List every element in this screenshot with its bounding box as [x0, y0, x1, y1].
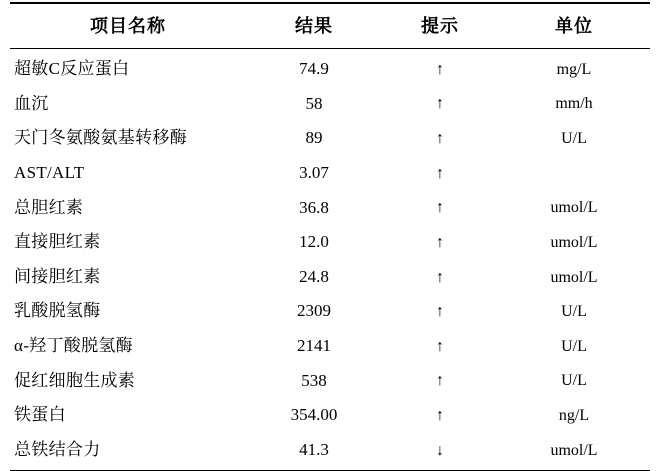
cell-test-value: 41.3	[299, 440, 329, 460]
cell-test-unit: mg/L	[556, 60, 592, 78]
lab-results-table	[10, 2, 650, 470]
cell-test-value: 36.8	[299, 197, 329, 217]
cell-test-value: 24.8	[299, 266, 329, 286]
cell-test-unit: U/L	[561, 130, 587, 147]
cell-test-unit: U/L	[561, 337, 587, 355]
table-header	[10, 3, 650, 49]
table-row	[10, 398, 650, 433]
cell-test-flag: ↑	[436, 372, 444, 390]
cell-test-flag: ↑	[436, 303, 444, 321]
table-header-row	[10, 3, 650, 49]
cell-test-flag: ↑	[436, 95, 444, 113]
column-header-unit: 单位	[498, 3, 650, 49]
cell-test-flag: ↑	[436, 407, 444, 425]
cell-test-value: 354.00	[290, 405, 338, 425]
cell-test-unit: U/L	[561, 303, 587, 321]
table-row	[10, 364, 650, 399]
lab-results-document	[0, 2, 660, 460]
table-body	[10, 49, 650, 470]
cell-test-name: 总胆红素	[14, 197, 84, 217]
cell-test-flag: ↑	[436, 199, 444, 217]
column-header-flag: 提示	[382, 3, 498, 49]
cell-test-name: 血沉	[14, 93, 49, 113]
cell-test-name: 天门冬氨酸氨基转移酶	[14, 128, 187, 148]
cell-test-unit: mm/h	[555, 95, 593, 113]
table-row	[10, 191, 650, 226]
table-row	[10, 156, 650, 191]
table-row	[10, 329, 650, 364]
cell-test-name: 乳酸脱氢酶	[14, 301, 101, 321]
cell-test-name: 超敏C反应蛋白	[14, 59, 130, 78]
cell-test-name: 铁蛋白	[14, 405, 66, 425]
cell-test-flag: ↑	[436, 337, 444, 355]
cell-test-value: 2141	[297, 336, 331, 356]
table-row	[10, 121, 650, 156]
cell-test-value: 2309	[297, 301, 331, 321]
cell-test-value: 74.9	[299, 59, 329, 78]
cell-test-unit	[498, 156, 650, 191]
table-row	[10, 433, 650, 470]
cell-test-unit: umol/L	[550, 199, 598, 217]
column-header-value: 结果	[246, 3, 382, 49]
cell-test-name: 促红细胞生成素	[14, 370, 136, 390]
cell-test-flag: ↑	[436, 60, 444, 78]
cell-test-name: 间接胆红素	[14, 266, 101, 286]
cell-test-name: 直接胆红素	[14, 232, 101, 252]
cell-test-value: 3.07	[299, 162, 329, 182]
cell-test-name: 总铁结合力	[14, 440, 101, 460]
cell-test-unit: umol/L	[550, 268, 598, 286]
cell-test-value: 58	[305, 93, 323, 113]
cell-test-unit: ng/L	[558, 407, 590, 425]
cell-test-unit: umol/L	[550, 441, 598, 459]
cell-test-value: 89	[305, 128, 323, 148]
cell-test-flag: ↓	[436, 441, 444, 459]
table-row	[10, 87, 650, 122]
cell-test-value: 12.0	[299, 232, 329, 252]
table-row	[10, 260, 650, 295]
cell-test-value: 538	[301, 370, 327, 390]
cell-test-unit: U/L	[561, 372, 587, 390]
cell-test-flag: ↑	[436, 233, 444, 251]
table-row	[10, 225, 650, 260]
table-row	[10, 49, 650, 87]
column-header-name: 项目名称	[10, 3, 246, 49]
table-row	[10, 294, 650, 329]
cell-test-name: α-羟丁酸脱氢酶	[14, 336, 133, 356]
cell-test-flag: ↑	[436, 130, 444, 147]
cell-test-flag: ↑	[436, 164, 444, 182]
cell-test-flag: ↑	[436, 268, 444, 286]
cell-test-unit: umol/L	[550, 233, 598, 251]
cell-test-name: AST/ALT	[14, 162, 85, 182]
